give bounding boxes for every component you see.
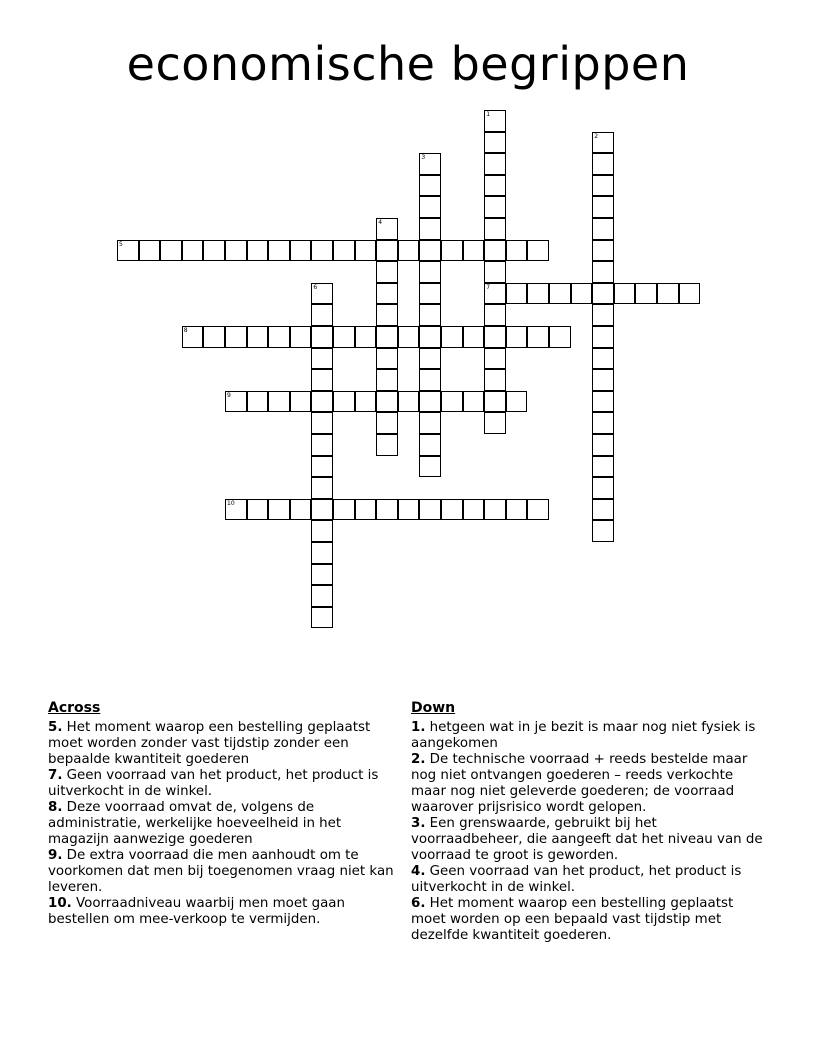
grid-cell[interactable] <box>506 283 528 305</box>
grid-cell[interactable] <box>376 412 398 434</box>
grid-cell[interactable] <box>355 240 377 262</box>
down-clue <box>411 896 771 944</box>
clue-number: 5. <box>48 720 63 735</box>
grid-cell[interactable] <box>592 304 614 326</box>
grid-cell[interactable] <box>203 240 225 262</box>
grid-cell[interactable] <box>419 348 441 370</box>
grid-cell[interactable] <box>419 412 441 434</box>
clue-number: 4. <box>411 864 426 879</box>
clue-number: 3. <box>411 816 426 831</box>
grid-cell[interactable] <box>268 240 290 262</box>
grid-cell[interactable] <box>484 261 506 283</box>
grid-cell[interactable] <box>527 240 549 262</box>
grid-cell[interactable] <box>376 304 398 326</box>
grid-cell[interactable] <box>419 261 441 283</box>
grid-cell[interactable] <box>679 283 701 305</box>
grid-cell[interactable] <box>484 348 506 370</box>
grid-cell[interactable] <box>506 240 528 262</box>
grid-cell[interactable] <box>463 326 485 348</box>
clue-number: 8. <box>48 800 63 815</box>
grid-cell[interactable] <box>506 391 528 413</box>
grid-cell[interactable] <box>527 499 549 521</box>
grid-cell[interactable] <box>311 520 333 542</box>
grid-cell[interactable] <box>398 240 420 262</box>
grid-cell[interactable] <box>592 240 614 262</box>
grid-cell[interactable] <box>333 326 355 348</box>
grid-cell[interactable] <box>463 240 485 262</box>
grid-cell[interactable] <box>203 326 225 348</box>
grid-cell[interactable] <box>225 240 247 262</box>
grid-cell[interactable] <box>419 499 441 521</box>
across-clue <box>48 848 398 896</box>
grid-cell[interactable] <box>398 326 420 348</box>
grid-cell[interactable] <box>225 499 247 521</box>
grid-cell[interactable] <box>441 391 463 413</box>
grid-cell[interactable] <box>419 175 441 197</box>
grid-cell[interactable] <box>311 348 333 370</box>
clue-number: 6. <box>411 896 426 911</box>
cell-number: 10 <box>227 499 235 507</box>
grid-cell[interactable] <box>419 304 441 326</box>
grid-cell[interactable] <box>311 304 333 326</box>
grid-cell[interactable] <box>592 326 614 348</box>
grid-cell[interactable] <box>268 499 290 521</box>
grid-cell[interactable] <box>419 391 441 413</box>
grid-cell[interactable] <box>527 283 549 305</box>
grid-cell[interactable] <box>311 607 333 629</box>
grid-cell[interactable] <box>311 434 333 456</box>
grid-cell[interactable] <box>290 391 312 413</box>
grid-cell[interactable] <box>592 369 614 391</box>
grid-cell[interactable] <box>484 283 506 305</box>
grid-cell[interactable] <box>247 326 269 348</box>
grid-cell[interactable] <box>333 240 355 262</box>
grid-cell[interactable] <box>592 283 614 305</box>
cell-number: 2 <box>594 132 599 140</box>
grid-cell[interactable] <box>419 283 441 305</box>
grid-cell[interactable] <box>311 456 333 478</box>
grid-cell[interactable] <box>592 348 614 370</box>
grid-cell[interactable] <box>311 240 333 262</box>
grid-cell[interactable] <box>376 218 398 240</box>
grid-cell[interactable] <box>268 326 290 348</box>
grid-cell[interactable] <box>441 240 463 262</box>
grid-cell[interactable] <box>419 218 441 240</box>
grid-cell[interactable] <box>484 175 506 197</box>
grid-cell[interactable] <box>419 434 441 456</box>
grid-cell[interactable] <box>592 218 614 240</box>
grid-cell[interactable] <box>182 326 204 348</box>
grid-cell[interactable] <box>333 391 355 413</box>
down-clues <box>411 700 771 944</box>
clue-number: 9. <box>48 848 63 863</box>
grid-cell[interactable] <box>290 326 312 348</box>
grid-cell[interactable] <box>355 499 377 521</box>
grid-cell[interactable] <box>376 326 398 348</box>
grid-cell[interactable] <box>247 391 269 413</box>
grid-cell[interactable] <box>160 240 182 262</box>
cell-number: 8 <box>183 327 188 334</box>
grid-cell[interactable] <box>311 585 333 607</box>
grid-cell[interactable] <box>484 412 506 434</box>
grid-cell[interactable] <box>506 499 528 521</box>
grid-cell[interactable] <box>247 499 269 521</box>
grid-cell[interactable] <box>225 391 247 413</box>
grid-cell[interactable] <box>355 326 377 348</box>
grid-cell[interactable] <box>484 304 506 326</box>
grid-cell[interactable] <box>484 196 506 218</box>
grid-cell[interactable] <box>484 240 506 262</box>
grid-cell[interactable] <box>592 196 614 218</box>
grid-cell[interactable] <box>592 477 614 499</box>
grid-cell[interactable] <box>592 391 614 413</box>
grid-cell[interactable] <box>355 391 377 413</box>
clue-number: 2. <box>411 752 426 767</box>
grid-cell[interactable] <box>333 499 355 521</box>
grid-cell[interactable] <box>657 283 679 305</box>
cell-number: 6 <box>313 283 318 291</box>
grid-cell[interactable] <box>635 283 657 305</box>
grid-cell[interactable] <box>484 499 506 521</box>
down-clue <box>411 816 771 864</box>
grid-cell[interactable] <box>311 564 333 586</box>
grid-cell[interactable] <box>549 283 571 305</box>
grid-cell[interactable] <box>592 153 614 175</box>
grid-cell[interactable] <box>484 369 506 391</box>
down-clue <box>411 864 771 896</box>
grid-cell[interactable] <box>139 240 161 262</box>
grid-cell[interactable] <box>290 240 312 262</box>
grid-cell[interactable] <box>592 520 614 542</box>
across-clue <box>48 720 398 768</box>
grid-cell[interactable] <box>311 412 333 434</box>
clue-text: Een grenswaarde, gebruikt bij het voorraadbeheer, die aangeeft dat het niveau van de voorraad te groot is geworden. <box>411 816 763 863</box>
grid-cell[interactable] <box>376 391 398 413</box>
grid-cell[interactable] <box>311 542 333 564</box>
clue-text: De technische voorraad + reeds bestelde maar nog niet ontvangen goederen – reeds verkochte maar nog niet geleverde goederen; de voorraad waarover prijsrisico wordt gelopen. <box>411 752 748 815</box>
grid-cell[interactable] <box>290 499 312 521</box>
grid-cell[interactable] <box>463 391 485 413</box>
clue-text: Deze voorraad omvat de, volgens de administratie, werkelijke hoeveelheid in het magazijn aanwezige goederen <box>48 800 342 847</box>
grid-cell[interactable] <box>484 391 506 413</box>
grid-cell[interactable] <box>376 499 398 521</box>
grid-cell[interactable] <box>463 499 485 521</box>
across-heading: Across <box>48 700 101 716</box>
grid-cell[interactable] <box>398 499 420 521</box>
across-clue <box>48 768 398 800</box>
cell-number: 7 <box>486 283 491 291</box>
across-clues <box>48 700 398 928</box>
grid-cell[interactable] <box>376 283 398 305</box>
grid-cell[interactable] <box>484 110 506 132</box>
grid-cell[interactable] <box>527 326 549 348</box>
down-clue <box>411 752 771 816</box>
grid-cell[interactable] <box>484 132 506 154</box>
puzzle-title: economische begrippen <box>126 37 690 91</box>
grid-cell[interactable] <box>441 499 463 521</box>
grid-cell[interactable] <box>376 348 398 370</box>
clue-text: Geen voorraad van het product, het product is uitverkocht in de winkel. <box>411 864 742 895</box>
grid-cell[interactable] <box>376 369 398 391</box>
grid-cell[interactable] <box>311 369 333 391</box>
cell-number: 9 <box>227 391 231 399</box>
cell-number: 3 <box>421 154 426 162</box>
grid-cell[interactable] <box>311 477 333 499</box>
clue-number: 7. <box>48 768 63 783</box>
cell-number: 1 <box>486 111 491 118</box>
grid-cell[interactable] <box>419 369 441 391</box>
cell-number: 5 <box>119 240 123 248</box>
grid-cell[interactable] <box>506 326 528 348</box>
grid-cell[interactable] <box>592 456 614 478</box>
grid-cell[interactable] <box>484 326 506 348</box>
grid-cell[interactable] <box>592 499 614 521</box>
grid-cell[interactable] <box>311 326 333 348</box>
cell-number: 4 <box>378 219 383 226</box>
clue-number: 10. <box>48 896 72 911</box>
grid-cell[interactable] <box>419 153 441 175</box>
clue-text: De extra voorraad die men aanhoudt om te voorkomen dat men bij toegenomen vraag niet kan leveren. <box>48 848 394 895</box>
clue-text: Het moment waarop een bestelling geplaatst moet worden op een bepaald vast tijdstip met dezelfde kwantiteit goederen. <box>411 896 734 943</box>
grid-cell[interactable] <box>225 326 247 348</box>
grid-cell[interactable] <box>484 218 506 240</box>
grid-cell[interactable] <box>441 326 463 348</box>
clue-text: Het moment waarop een bestelling geplaatst moet worden zonder vast tijdstip zonder een bepaalde kwantiteit goederen <box>48 720 371 767</box>
grid-cell[interactable] <box>376 261 398 283</box>
clue-text: Geen voorraad van het product, het product is uitverkocht in de winkel. <box>48 768 379 799</box>
grid-cell[interactable] <box>247 240 269 262</box>
clue-text: hetgeen wat in je bezit is maar nog niet fysiek is aangekomen <box>411 720 756 751</box>
grid-cell[interactable] <box>549 326 571 348</box>
grid-cell[interactable] <box>419 326 441 348</box>
grid-cell[interactable] <box>419 196 441 218</box>
grid-cell[interactable] <box>268 391 290 413</box>
grid-cell[interactable] <box>592 434 614 456</box>
grid-cell[interactable] <box>592 132 614 154</box>
grid-cell[interactable] <box>182 240 204 262</box>
grid-cell[interactable] <box>311 283 333 305</box>
grid-cell[interactable] <box>376 240 398 262</box>
grid-cell[interactable] <box>419 240 441 262</box>
grid-cell[interactable] <box>311 391 333 413</box>
grid-cell[interactable] <box>117 240 139 262</box>
clue-number: 1. <box>411 720 426 735</box>
grid-cell[interactable] <box>419 456 441 478</box>
grid-cell[interactable] <box>398 391 420 413</box>
across-clue <box>48 800 398 848</box>
grid-cell[interactable] <box>592 261 614 283</box>
grid-cell[interactable] <box>571 283 593 305</box>
grid-cell[interactable] <box>484 153 506 175</box>
grid-cell[interactable] <box>592 412 614 434</box>
grid-cell[interactable] <box>376 434 398 456</box>
grid-cell[interactable] <box>592 175 614 197</box>
grid-cell[interactable] <box>614 283 636 305</box>
clue-text: Voorraadniveau waarbij men moet gaan bestellen om mee-verkoop te vermijden. <box>48 896 345 927</box>
down-heading: Down <box>411 700 456 716</box>
down-clue <box>411 720 771 752</box>
grid-cell[interactable] <box>311 499 333 521</box>
across-clue <box>48 896 398 928</box>
